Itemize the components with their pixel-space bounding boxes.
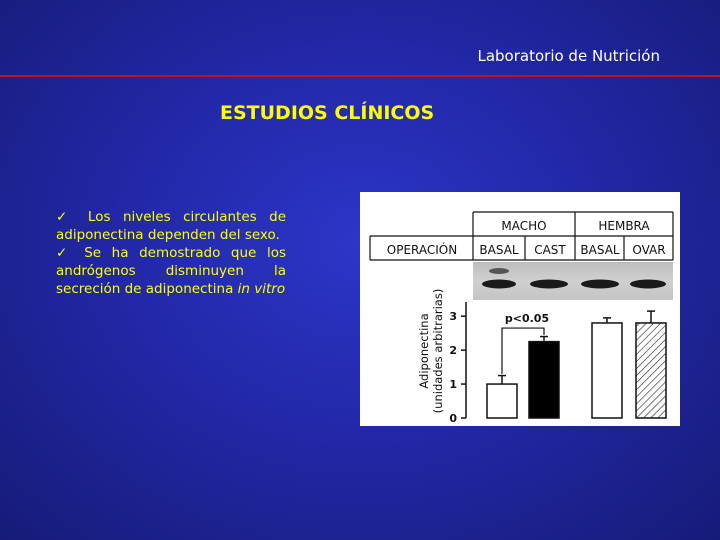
header-divider <box>0 75 720 77</box>
lab-title: Laboratorio de Nutrición <box>477 47 660 65</box>
bar <box>529 342 559 418</box>
bullet-italic-text: in vitro <box>237 281 286 297</box>
bullet-item <box>56 208 286 244</box>
bar-chart <box>449 302 666 425</box>
western-blot-figure <box>360 192 680 426</box>
header-operation: OPERACIÓN <box>386 243 458 257</box>
bullet-text: Los niveles circulantes de adiponectina dependen del sexo. <box>56 209 287 243</box>
blot-band <box>482 280 516 289</box>
blot-band <box>630 280 666 289</box>
header-male: MACHO <box>501 219 547 233</box>
header-group-1: BASAL <box>479 243 519 257</box>
bullet-list <box>56 208 286 298</box>
y-axis-label-line1: Adiponectina <box>417 313 431 389</box>
significance-label: p<0.05 <box>504 312 550 326</box>
y-tick-label: 2 <box>449 344 457 358</box>
check-icon: ✓ <box>56 209 76 225</box>
bar <box>592 323 622 418</box>
bar <box>487 384 517 418</box>
header-female: HEMBRA <box>598 219 650 233</box>
figure-svg <box>360 192 680 426</box>
header-group-4: OVAR <box>632 243 666 257</box>
y-axis-label <box>417 289 445 414</box>
y-tick-label: 0 <box>449 412 457 425</box>
blot-band <box>530 280 568 289</box>
check-icon: ✓ <box>56 245 74 261</box>
bullet-text: Se ha demostrado que los andrógenos disminuyen la secreción de adiponectina <box>56 245 286 297</box>
blot-band <box>581 280 619 289</box>
header-group-3: BASAL <box>580 243 620 257</box>
slide-title: ESTUDIOS CLÍNICOS <box>220 102 435 124</box>
bar <box>636 323 666 418</box>
blot-band-faint <box>489 268 509 274</box>
y-tick-label: 1 <box>449 378 457 392</box>
y-tick-label: 3 <box>449 310 457 324</box>
bullet-item <box>56 244 286 298</box>
y-axis-label-line2: (unidades arbitrarias) <box>431 288 445 414</box>
header-group-2: CAST <box>534 243 566 257</box>
